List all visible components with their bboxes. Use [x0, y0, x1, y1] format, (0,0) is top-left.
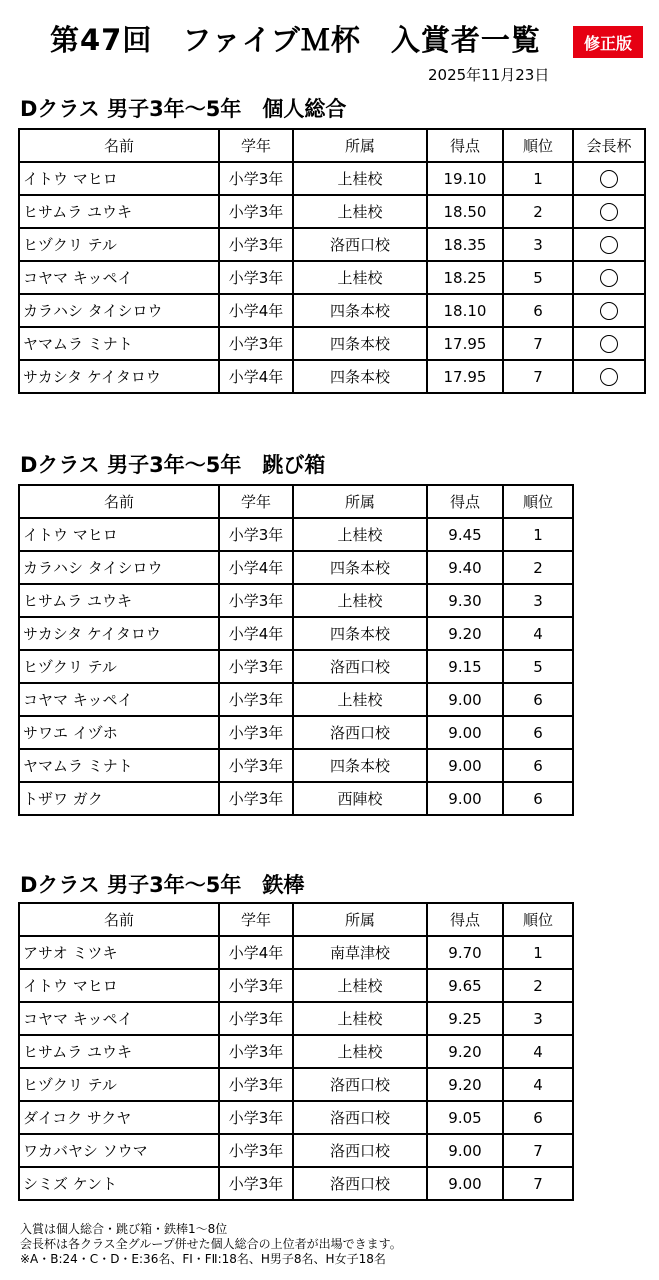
score-cell: 9.00	[427, 1167, 503, 1200]
athlete-name-cell: イトウ マヒロ	[19, 518, 219, 551]
rank-cell: 3	[503, 1002, 573, 1035]
school-cell: 四条本校	[293, 617, 427, 650]
school-cell: 西陣校	[293, 782, 427, 815]
athlete-name-cell: ヒヅクリ テル	[19, 228, 219, 261]
score-cell: 19.10	[427, 162, 503, 195]
table-row	[19, 261, 645, 294]
table-row	[19, 294, 645, 327]
circle-mark-icon	[600, 302, 618, 320]
score-cell: 9.65	[427, 969, 503, 1002]
table-row	[19, 518, 573, 551]
cup-qualifier-cell	[573, 162, 645, 195]
table-row	[19, 716, 573, 749]
score-cell: 9.00	[427, 749, 503, 782]
rank-cell: 3	[503, 228, 573, 261]
column-header-grade: 学年	[219, 129, 293, 162]
school-cell: 四条本校	[293, 327, 427, 360]
table-row	[19, 969, 573, 1002]
score-cell: 9.70	[427, 936, 503, 969]
table-row	[19, 360, 645, 393]
rank-cell: 2	[503, 551, 573, 584]
school-cell: 洛西口校	[293, 650, 427, 683]
section-title-all-around: Dクラス 男子3年～5年 個人総合	[20, 97, 347, 121]
table-row	[19, 228, 645, 261]
school-cell: 上桂校	[293, 261, 427, 294]
school-cell: 洛西口校	[293, 1134, 427, 1167]
score-cell: 17.95	[427, 360, 503, 393]
score-cell: 18.10	[427, 294, 503, 327]
cup-qualifier-cell	[573, 327, 645, 360]
column-header-score: 得点	[427, 903, 503, 936]
column-header-score: 得点	[427, 129, 503, 162]
athlete-name-cell: イトウ マヒロ	[19, 969, 219, 1002]
footnote-line: ※A・B:24・C・D・E:36名、FⅠ・FⅡ:18名、H男子8名、H女子18名	[20, 1252, 386, 1266]
column-header-rank: 順位	[503, 129, 573, 162]
footnote-line: 会長杯は各クラス全グループ併せた個人総合の上位者が出場できます。	[20, 1237, 402, 1251]
table-row	[19, 683, 573, 716]
grade-cell: 小学3年	[219, 162, 293, 195]
table-row	[19, 1101, 573, 1134]
grade-cell: 小学3年	[219, 650, 293, 683]
cup-qualifier-cell	[573, 228, 645, 261]
grade-cell: 小学4年	[219, 551, 293, 584]
score-cell: 9.00	[427, 716, 503, 749]
column-header-grade: 学年	[219, 485, 293, 518]
school-cell: 上桂校	[293, 195, 427, 228]
athlete-name-cell: ヤマムラ ミナト	[19, 749, 219, 782]
table-row	[19, 162, 645, 195]
results-table-vault	[18, 484, 574, 816]
section-title-horizontal-bar: Dクラス 男子3年～5年 鉄棒	[20, 873, 305, 897]
table-row	[19, 1167, 573, 1200]
circle-mark-icon	[600, 170, 618, 188]
rank-cell: 7	[503, 360, 573, 393]
grade-cell: 小学3年	[219, 782, 293, 815]
athlete-name-cell: ヒサムラ ユウキ	[19, 584, 219, 617]
rank-cell: 3	[503, 584, 573, 617]
score-cell: 9.00	[427, 1134, 503, 1167]
grade-cell: 小学3年	[219, 584, 293, 617]
athlete-name-cell: サカシタ ケイタロウ	[19, 617, 219, 650]
rank-cell: 4	[503, 617, 573, 650]
column-header-score: 得点	[427, 485, 503, 518]
grade-cell: 小学4年	[219, 294, 293, 327]
column-header-name: 名前	[19, 129, 219, 162]
score-cell: 9.30	[427, 584, 503, 617]
school-cell: 上桂校	[293, 584, 427, 617]
rank-cell: 2	[503, 969, 573, 1002]
circle-mark-icon	[600, 335, 618, 353]
column-header-rank: 順位	[503, 485, 573, 518]
school-cell: 洛西口校	[293, 1101, 427, 1134]
column-header-school: 所属	[293, 903, 427, 936]
column-header-name: 名前	[19, 485, 219, 518]
grade-cell: 小学3年	[219, 261, 293, 294]
score-cell: 9.20	[427, 1068, 503, 1101]
rank-cell: 6	[503, 294, 573, 327]
table-row	[19, 195, 645, 228]
school-cell: 四条本校	[293, 360, 427, 393]
athlete-name-cell: コヤマ キッペイ	[19, 1002, 219, 1035]
score-cell: 18.25	[427, 261, 503, 294]
rank-cell: 7	[503, 1167, 573, 1200]
athlete-name-cell: シミズ ケント	[19, 1167, 219, 1200]
grade-cell: 小学3年	[219, 327, 293, 360]
athlete-name-cell: ダイコク サクヤ	[19, 1101, 219, 1134]
score-cell: 9.15	[427, 650, 503, 683]
grade-cell: 小学3年	[219, 195, 293, 228]
school-cell: 洛西口校	[293, 1167, 427, 1200]
column-header-grade: 学年	[219, 903, 293, 936]
school-cell: 上桂校	[293, 1002, 427, 1035]
column-header-cup: 会長杯	[573, 129, 645, 162]
table-row	[19, 650, 573, 683]
score-cell: 9.40	[427, 551, 503, 584]
score-cell: 9.20	[427, 617, 503, 650]
page-title: 第47回 ファイブＭ杯 入賞者一覧	[50, 23, 541, 57]
grade-cell: 小学3年	[219, 1002, 293, 1035]
table-row	[19, 617, 573, 650]
athlete-name-cell: イトウ マヒロ	[19, 162, 219, 195]
score-cell: 9.00	[427, 683, 503, 716]
school-cell: 四条本校	[293, 749, 427, 782]
grade-cell: 小学3年	[219, 1035, 293, 1068]
athlete-name-cell: ヒサムラ ユウキ	[19, 1035, 219, 1068]
rank-cell: 1	[503, 162, 573, 195]
grade-cell: 小学3年	[219, 518, 293, 551]
athlete-name-cell: サカシタ ケイタロウ	[19, 360, 219, 393]
column-header-school: 所属	[293, 485, 427, 518]
table-row	[19, 749, 573, 782]
school-cell: 上桂校	[293, 1035, 427, 1068]
athlete-name-cell: ヒヅクリ テル	[19, 1068, 219, 1101]
rank-cell: 4	[503, 1068, 573, 1101]
athlete-name-cell: アサオ ミツキ	[19, 936, 219, 969]
circle-mark-icon	[600, 203, 618, 221]
table-row	[19, 327, 645, 360]
school-cell: 上桂校	[293, 162, 427, 195]
cup-qualifier-cell	[573, 195, 645, 228]
score-cell: 9.25	[427, 1002, 503, 1035]
school-cell: 上桂校	[293, 683, 427, 716]
circle-mark-icon	[600, 236, 618, 254]
table-row	[19, 1068, 573, 1101]
rank-cell: 6	[503, 782, 573, 815]
score-cell: 17.95	[427, 327, 503, 360]
score-cell: 9.00	[427, 782, 503, 815]
grade-cell: 小学3年	[219, 228, 293, 261]
school-cell: 洛西口校	[293, 716, 427, 749]
column-header-school: 所属	[293, 129, 427, 162]
grade-cell: 小学4年	[219, 936, 293, 969]
athlete-name-cell: ワカバヤシ ソウマ	[19, 1134, 219, 1167]
grade-cell: 小学3年	[219, 716, 293, 749]
grade-cell: 小学3年	[219, 1068, 293, 1101]
table-row	[19, 782, 573, 815]
table-header-row	[19, 129, 645, 162]
rank-cell: 5	[503, 261, 573, 294]
rank-cell: 7	[503, 1134, 573, 1167]
table-row	[19, 1134, 573, 1167]
rank-cell: 5	[503, 650, 573, 683]
grade-cell: 小学4年	[219, 617, 293, 650]
rank-cell: 6	[503, 1101, 573, 1134]
grade-cell: 小学3年	[219, 1101, 293, 1134]
school-cell: 上桂校	[293, 518, 427, 551]
rank-cell: 2	[503, 195, 573, 228]
grade-cell: 小学3年	[219, 969, 293, 1002]
rank-cell: 7	[503, 327, 573, 360]
circle-mark-icon	[600, 269, 618, 287]
school-cell: 南草津校	[293, 936, 427, 969]
table-row	[19, 936, 573, 969]
athlete-name-cell: ヒヅクリ テル	[19, 650, 219, 683]
column-header-name: 名前	[19, 903, 219, 936]
score-cell: 18.35	[427, 228, 503, 261]
grade-cell: 小学3年	[219, 1167, 293, 1200]
table-row	[19, 1035, 573, 1068]
school-cell: 洛西口校	[293, 1068, 427, 1101]
table-row	[19, 1002, 573, 1035]
table-row	[19, 584, 573, 617]
rank-cell: 6	[503, 716, 573, 749]
revision-badge: 修正版	[573, 26, 643, 58]
grade-cell: 小学4年	[219, 360, 293, 393]
table-header-row	[19, 903, 573, 936]
table-header-row	[19, 485, 573, 518]
rank-cell: 1	[503, 936, 573, 969]
athlete-name-cell: ヒサムラ ユウキ	[19, 195, 219, 228]
athlete-name-cell: コヤマ キッペイ	[19, 683, 219, 716]
rank-cell: 6	[503, 683, 573, 716]
rank-cell: 6	[503, 749, 573, 782]
score-cell: 9.05	[427, 1101, 503, 1134]
section-title-vault: Dクラス 男子3年～5年 跳び箱	[20, 453, 326, 477]
score-cell: 9.45	[427, 518, 503, 551]
score-cell: 9.20	[427, 1035, 503, 1068]
rank-cell: 4	[503, 1035, 573, 1068]
school-cell: 四条本校	[293, 294, 427, 327]
cup-qualifier-cell	[573, 294, 645, 327]
grade-cell: 小学3年	[219, 749, 293, 782]
athlete-name-cell: コヤマ キッペイ	[19, 261, 219, 294]
athlete-name-cell: トザワ ガク	[19, 782, 219, 815]
cup-qualifier-cell	[573, 360, 645, 393]
school-cell: 上桂校	[293, 969, 427, 1002]
athlete-name-cell: カラハシ タイシロウ	[19, 294, 219, 327]
athlete-name-cell: ヤマムラ ミナト	[19, 327, 219, 360]
grade-cell: 小学3年	[219, 683, 293, 716]
grade-cell: 小学3年	[219, 1134, 293, 1167]
cup-qualifier-cell	[573, 261, 645, 294]
athlete-name-cell: サワエ イヅホ	[19, 716, 219, 749]
circle-mark-icon	[600, 368, 618, 386]
table-row	[19, 551, 573, 584]
athlete-name-cell: カラハシ タイシロウ	[19, 551, 219, 584]
column-header-rank: 順位	[503, 903, 573, 936]
results-table-all-around	[18, 128, 646, 394]
footnote-line: 入賞は個人総合・跳び箱・鉄棒1～8位	[20, 1222, 228, 1236]
school-cell: 洛西口校	[293, 228, 427, 261]
event-date: 2025年11月23日	[428, 66, 550, 84]
school-cell: 四条本校	[293, 551, 427, 584]
footnotes	[20, 1222, 402, 1267]
score-cell: 18.50	[427, 195, 503, 228]
rank-cell: 1	[503, 518, 573, 551]
results-table-horizontal-bar	[18, 902, 574, 1201]
